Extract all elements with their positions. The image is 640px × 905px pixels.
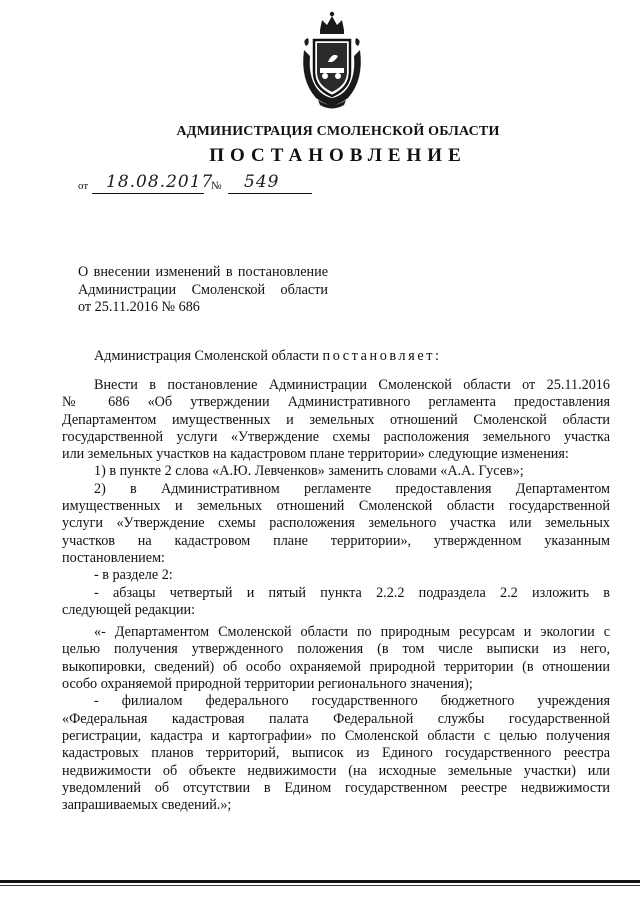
- document-type-title: ПОСТАНОВЛЕНИЕ: [209, 145, 467, 166]
- preamble: [94, 348, 442, 365]
- body-line: Внести в постановление Администрации Смоленской области от 25.11.2016: [94, 377, 610, 393]
- body-line: уведомлений об отсутствии в Едином государственном реестре недвижимости: [62, 779, 610, 796]
- body-line: регистрации, кадастра и картографии» по Смоленской области с целью получения: [62, 727, 610, 744]
- body-line: № 686 «Об утверждении Административного регламента предоставления: [62, 394, 610, 411]
- date-label: от: [78, 180, 89, 192]
- number-label: №: [211, 180, 222, 192]
- body-line: кадастровых планов территорий, выписок из Единого государственного реестра: [62, 745, 610, 762]
- subject-line: Администрации Смоленской области: [78, 281, 328, 298]
- body-line: 2) в Административном регламенте предоставления Департаментом: [94, 480, 610, 497]
- date-value: 18.08.2017: [106, 172, 214, 192]
- body-line: «- Департаментом Смоленской области по природным ресурсам и экологии с: [94, 624, 610, 641]
- date-underline: [92, 193, 204, 194]
- subject-block: [78, 264, 328, 317]
- body-line: государственной услуги «Утверждение схемы расположения земельного участка: [62, 428, 610, 445]
- body-line: участков на кадастровом плане территории», утвержденном указанным: [62, 532, 610, 549]
- body-line: особо охраняемой природной территории регионального значения);: [62, 676, 473, 693]
- date-number-line: [78, 174, 338, 198]
- body-line: Департаментом имущественных и земельных отношений Смоленской области: [62, 411, 610, 428]
- organization-title: АДМИНИСТРАЦИЯ СМОЛЕНСКОЙ ОБЛАСТИ: [176, 124, 500, 139]
- body-line: - абзацы четвертый и пятый пункта 2.2.2 подраздела 2.2 изложить в: [94, 584, 610, 601]
- body-line: недвижимости об объекте недвижимости (на исходные земельные участки) или: [62, 762, 610, 779]
- number-value: 549: [244, 172, 280, 192]
- preamble-resolves: постановляет:: [322, 348, 442, 364]
- body-line: следующей редакции:: [62, 601, 196, 618]
- body-line: «Федеральная кадастровая палата Федеральной службы государственной: [62, 710, 610, 727]
- body-line: постановлением:: [62, 549, 165, 566]
- number-underline: [228, 193, 312, 194]
- body-line: - филиалом федерального государственного бюджетного учреждения: [94, 693, 610, 710]
- body-line: 1) в пункте 2 слова «А.Ю. Левченков» заменить словами «А.А. Гусев»;: [94, 463, 524, 480]
- body-line: выкопировки, сведений) об особо охраняемой природной территории (в отношении: [62, 658, 610, 675]
- subject-line: О внесении изменений в постановление: [78, 264, 328, 280]
- body-line: или земельных участков на кадастровом плане территории» следующие изменения:: [62, 446, 569, 463]
- body-line: услуги «Утверждение схемы расположения земельного участка или земельных: [62, 515, 610, 532]
- body-line: имущественных и земельных отношений Смоленской области государственной: [62, 498, 610, 515]
- footer-rule-thin: [0, 885, 640, 886]
- body-line: запрашиваемых сведений.»;: [62, 797, 232, 814]
- body-line: - в разделе 2:: [94, 567, 173, 584]
- body-line: целью получения утвержденного положения (в том числе выписки из него,: [62, 641, 610, 658]
- subject-line: от 25.11.2016 № 686: [78, 299, 200, 315]
- preamble-text: Администрация Смоленской области: [94, 348, 323, 364]
- footer-rule: [0, 880, 640, 883]
- document-body: [62, 377, 610, 814]
- coat-of-arms-icon: [298, 10, 366, 112]
